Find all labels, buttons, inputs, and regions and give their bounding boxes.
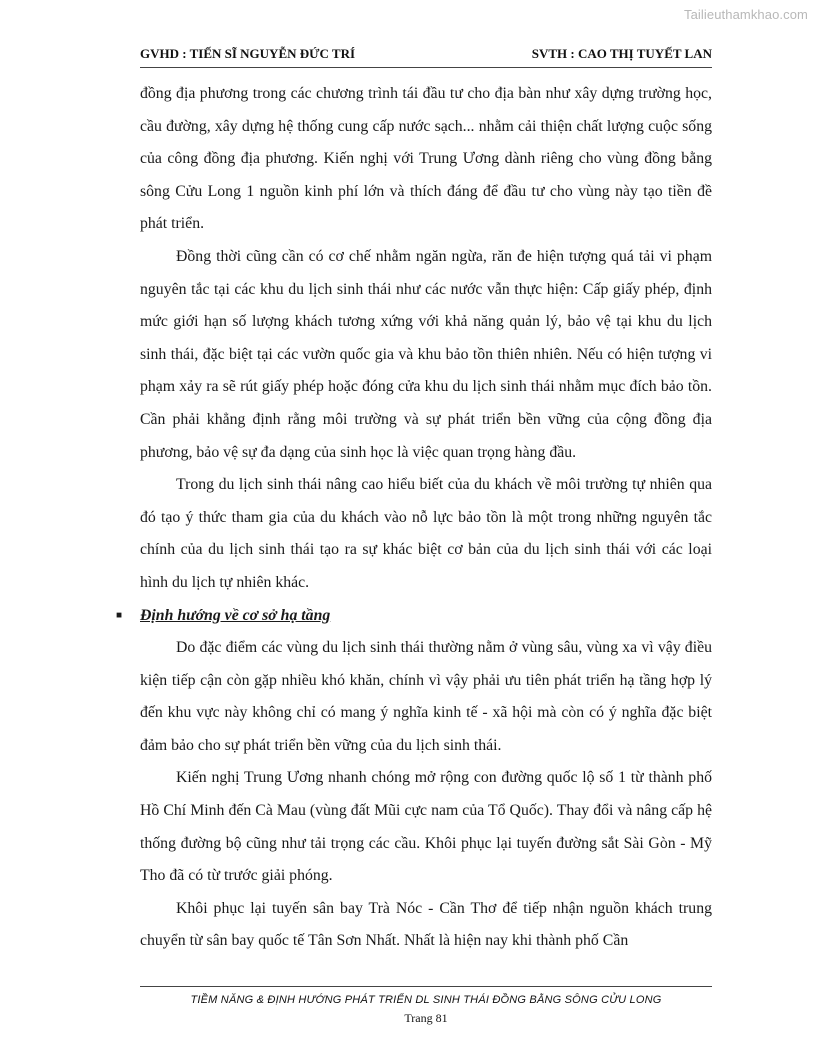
watermark: Tailieuthamkhao.com [683,7,808,22]
header-student: SVTH : CAO THỊ TUYẾT LAN [531,46,712,61]
document-body [116,78,712,958]
section-heading-text: Định hướng về cơ sở hạ tầng [140,606,331,624]
header-divider [140,67,712,68]
paragraph: Trong du lịch sinh thái nâng cao hiểu biết của du khách về môi trường tự nhiên qua đó tạo ý thức tham gia của du khách vào nỗ lực bảo tồn là một trong những nguyên tắc chính của du lịch sinh thái tạo ra sự khác biệt cơ bản của du lịch sinh thái với các loại hình du lịch tự nhiên khác. [140,476,712,591]
page-number: Trang 81 [404,1011,448,1025]
paragraph: Kiến nghị Trung Ương nhanh chóng mở rộng con đường quốc lộ số 1 từ thành phố Hồ Chí Minh đến Cà Mau (vùng đất Mũi cực nam của Tổ Quốc). Thay đổi và nâng cấp hệ thống đường bộ cũng như tải trọng các cầu. Khôi phục lại tuyến đường sắt Sài Gòn - Mỹ Tho đã có từ trước giải phóng. [140,769,712,885]
paragraph-continuation: đồng địa phương trong các chương trình tái đầu tư cho địa bàn như xây dựng trường học, cầu đường, xây dựng hệ thống cung cấp nước sạch... nhằm cải thiện chất lượng cuộc sống của công đồng địa phương. Kiến nghị với Trung Ương dành riêng cho vùng đồng bằng sông Cửu Long 1 nguồn kinh phí lớn và thích đáng để đầu tư cho vùng này tạo tiền đề phát triển. [140,85,712,233]
footer-title: TIỀM NĂNG & ĐỊNH HƯỚNG PHÁT TRIỂN DL SINH THÁI ĐỒNG BẰNG SÔNG CỬU LONG [190,994,662,1006]
header-advisor: GVHD : TIẾN SĨ NGUYỄN ĐỨC TRÍ [140,46,356,61]
paragraph: Đồng thời cũng cần có cơ chế nhằm ngăn ngừa, răn đe hiện tượng quá tải vi phạm nguyên tắc tại các khu du lịch sinh thái như các nước vẫn thực hiện: Cấp giấy phép, định mức giới hạn số lượng khách tương xứng với khả năng quản lý, bảo vệ tại khu du lịch sinh thái, đặc biệt tại các vườn quốc gia và khu bảo tồn thiên nhiên. Nếu có hiện tượng vi phạm xảy ra sẽ rút giấy phép hoặc đóng cửa khu du lịch sinh thái nhằm mục đích bảo tồn. Cần phải khẳng định rằng môi trường và sự phát triển bền vững của cộng đồng địa phương, bảo vệ sự đa dạng của sinh học là việc quan trọng hàng đầu. [140,247,712,461]
page-header [140,46,712,62]
paragraph: Khôi phục lại tuyến sân bay Trà Nóc - Cần Thơ để tiếp nhận nguồn khách trung chuyển từ sân bay quốc tế Tân Sơn Nhất. Nhất là hiện nay khi thành phố Cần [140,899,712,950]
square-bullet-icon: ■ [116,609,123,621]
section-heading [116,600,712,633]
footer-divider [140,986,712,987]
paragraph: Do đặc điểm các vùng du lịch sinh thái thường nằm ở vùng sâu, vùng xa vì vậy điều kiện tiếp cận còn gặp nhiều khó khăn, chính vì vậy phải ưu tiên phát triển hạ tầng hợp lý đến khu vực này không chỉ có mang ý nghĩa kinh tế - xã hội mà còn có ý nghĩa đặc biệt đảm bảo cho sự phát triển bền vững của du lịch sinh thái. [140,639,712,754]
